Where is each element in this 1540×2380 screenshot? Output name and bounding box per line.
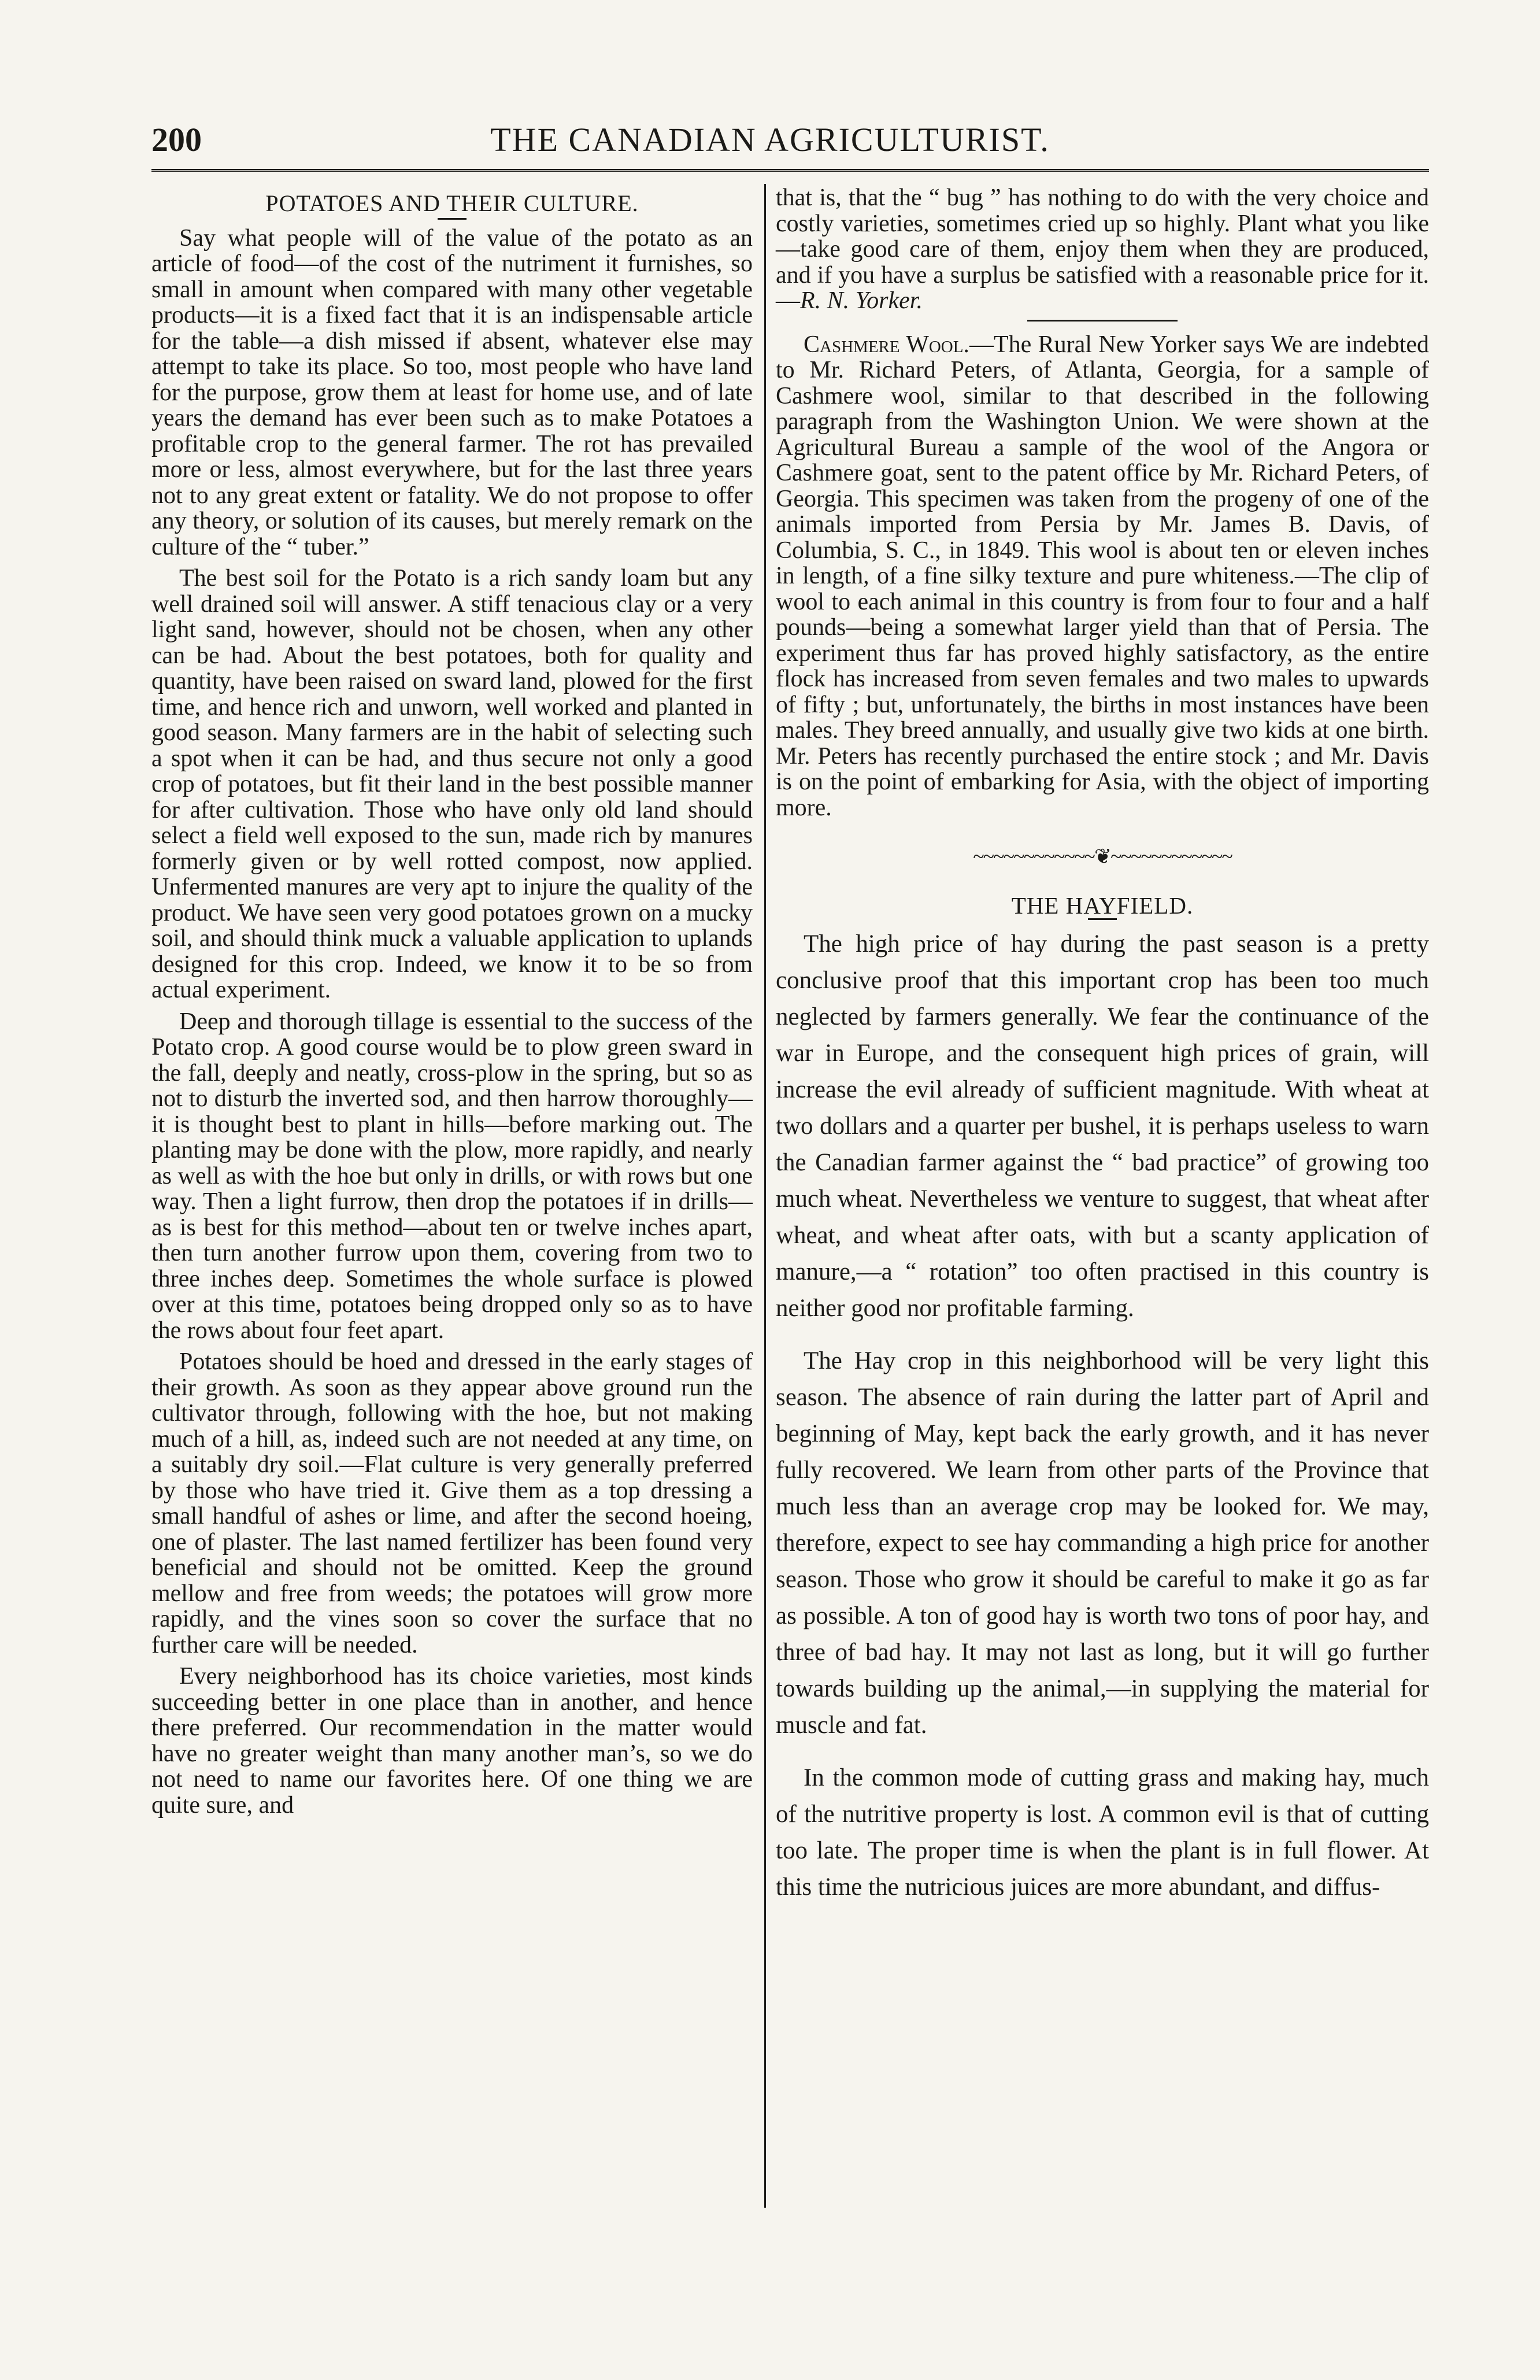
section-rule (1027, 320, 1178, 321)
cashmere-text: —The Rural New Yorker says We are indebted to Mr. Richard Peters, of Atlanta, Georgia, for a sample of Cashmere wool, similar to that described in the following paragraph from the Washington Union. We were shown at the Agricultural Bureau a sample of the wool of the Angora or Cashmere goat, sent to the patent office by Mr. Richard Peters, of Georgia. This specimen was taken from the progeny of one of the animals imported from Persia by Mr. James B. Davis, of Columbia, S. C., in 1849. This wool is about ten or eleven inches in length, of a fine silky texture and pure whiteness.—The clip of wool to each animal in this country is from four to four and a half pounds—being a somewhat larger yield than that of Persia. The experiment thus far has proved highly satisfactory, as the entire flock has increased from seven females and two males to upwards of fifty ; but, unfortunately, the births in most instances have been males. They breed annually, and usually give two kids at one birth. Mr. Peters has recently purchased the entire stock ; and Mr. Davis is on the point of embarking for Asia, with the object of importing more. (776, 331, 1429, 821)
paragraph: The best soil for the Potato is a rich sandy loam but any well drained soil will answer. A stiff tenacious clay or a very light sand, however, should not be chosen, when any other can be had. About the best potatoes, both for quality and quantity, have been raised on sward land, plowed for the first time, and hence rich and unworn, well worked and planted in good season. Many farmers are in the habit of selecting such a spot when it can be had, and thus secure not only a good crop of potatoes, but fit their land in the best possible manner for after cultivation. Those who have only old land should select a field well exposed to the sun, made rich by manures formerly given or by well rotted compost, now applied. Unfermented manures are very apt to injure the quality of the product. We have seen very good potatoes grown on a mucky soil, and should think muck a valuable application to uplands designed for this crop. Indeed, we know it to be so from actual experiment. (151, 565, 753, 1003)
paragraph: The Hay crop in this neighborhood will be very light this season. The absence of rain during the latter part of April and beginning of May, kept back the early growth, and it has never fully recovered. We learn from other parts of the Province that much less than an average crop may be looked for. We may, therefore, expect to see hay commanding a high price for another season. Those who grow it should be careful to make it go as far as possible. A ton of good hay is worth two tons of poor hay, and three of bad hay. It may not last as long, but it will go further towards building up the animal,—in supplying the material for muscle and fat. (776, 1347, 1429, 1739)
paragraph: Potatoes should be hoed and dressed in the early stages of their growth. As soon as they appear above ground run the cultivator through, following with the hoe, but not making much of a hill, as, indeed such are not needed at any time, on a suitably dry soil.—Flat culture is very generally preferred by those who have tried it. Give them as a top dressing a small handful of ashes or lime, and after the second hoeing, one of plaster. The last named fertilizer has been found very beneficial and should not be omitted. Keep the ground mellow and free from weeds; the potatoes will grow more rapidly, and the vines soon so cover the surface that no further care will be needed. (151, 1348, 753, 1658)
paragraph: In the common mode of cutting grass and making hay, much of the nutritive property is lost. A common evil is that of cutting too late. The proper time is when the plant is in full flower. At this time the nutricious juices are more abundant, and diffus- (776, 1764, 1429, 1901)
page-number: 200 (151, 121, 202, 158)
continued-text: that is, that the “ bug ” has nothing to do with the very choice and costly varieties, sometimes cried up so highly. Plant what you like—take good care of them, enjoy them when they are produced, and if you have a surplus be satisfied with a reasonable price for it.— (776, 184, 1429, 314)
paragraph: Every neighborhood has its choice varieties, most kinds succeeding better in one place than in another, and hence there preferred. Our recommendation in the matter would have no greater weight than many another man’s, so we do not need to name our favorites here. Of one thing we are quite sure, and (151, 1663, 753, 1819)
paragraph: The high price of hay during the past season is a pretty conclusive proof that this important crop has been too much neglected by farmers generally. We fear the continuance of the war in Europe, and the consequent high prices of grain, will increase the evil already of sufficient magnitude. With wheat at two dollars and a quarter per bushel, it is perhaps useless to warn the Canadian farmer against the “ bad practice” of growing too much wheat. Nevertheless we venture to suggest, that wheat after wheat, and wheat after oats, with but a scanty application of manure,—a “ rotation” too often practised in this country is neither good nor profitable farming. (776, 930, 1429, 1322)
header-rule (151, 169, 1429, 172)
cashmere-wool-note (776, 332, 1429, 821)
ornament-divider: ~~~~~~~~~~~~❦~~~~~~~~~~~~ (973, 845, 1232, 868)
source-credit: R. N. Yorker. (800, 287, 923, 314)
column-divider (764, 184, 766, 2208)
paragraph: Deep and thorough tillage is essential to the success of the Potato crop. A good course would be to plow green sward in the fall, deeply and neatly, cross-plow in the spring, but so as not to disturb the inverted sod, and then harrow thoroughly—it is thought best to plant in hills—before marking out. The planting may be done with the plow, more rapidly, and nearly as well as with the hoe but only in drills, or with rows but one way. Then a light furrow, then drop the potatoes if in drills—as is best for this method—about ten or twelve inches apart, then turn another furrow upon them, covering from two to three inches deep. Sometimes the whole surface is plowed over at this time, potatoes being dropped only so as to have the rows about four feet apart. (151, 1008, 753, 1344)
hayfield-article (776, 926, 1429, 1905)
running-title: THE CANADIAN AGRICULTURIST. (490, 121, 1050, 158)
article-title-hayfield: THE HAYFIELD. (1011, 892, 1194, 919)
right-column (776, 185, 1429, 1921)
paragraph: Say what people will of the value of the potato as an article of food—of the cost of the nutriment it furnishes, so small in amount when compared with many other vegetable products—it is a fixed fact that it is an indispensable article for the table—a dish missed if absent, whatever else may attempt to take its place. So too, most people who have land for the purpose, grow them at least for home use, and of late years the demand has ever been such as to make Potatoes a profitable crop to the general farmer. The rot has prevailed more or less, almost everywhere, but for the last three years not to any great extent or fatality. We do not propose to offer any theory, or solution of its causes, but merely remark on the culture of the “ tuber.” (151, 224, 753, 560)
cashmere-lead: Cashmere Wool. (804, 331, 969, 358)
left-column (151, 185, 753, 1824)
title-dash (438, 218, 467, 220)
article-title-potatoes: POTATOES AND THEIR CULTURE. (265, 190, 639, 216)
continued-paragraph (776, 185, 1429, 314)
